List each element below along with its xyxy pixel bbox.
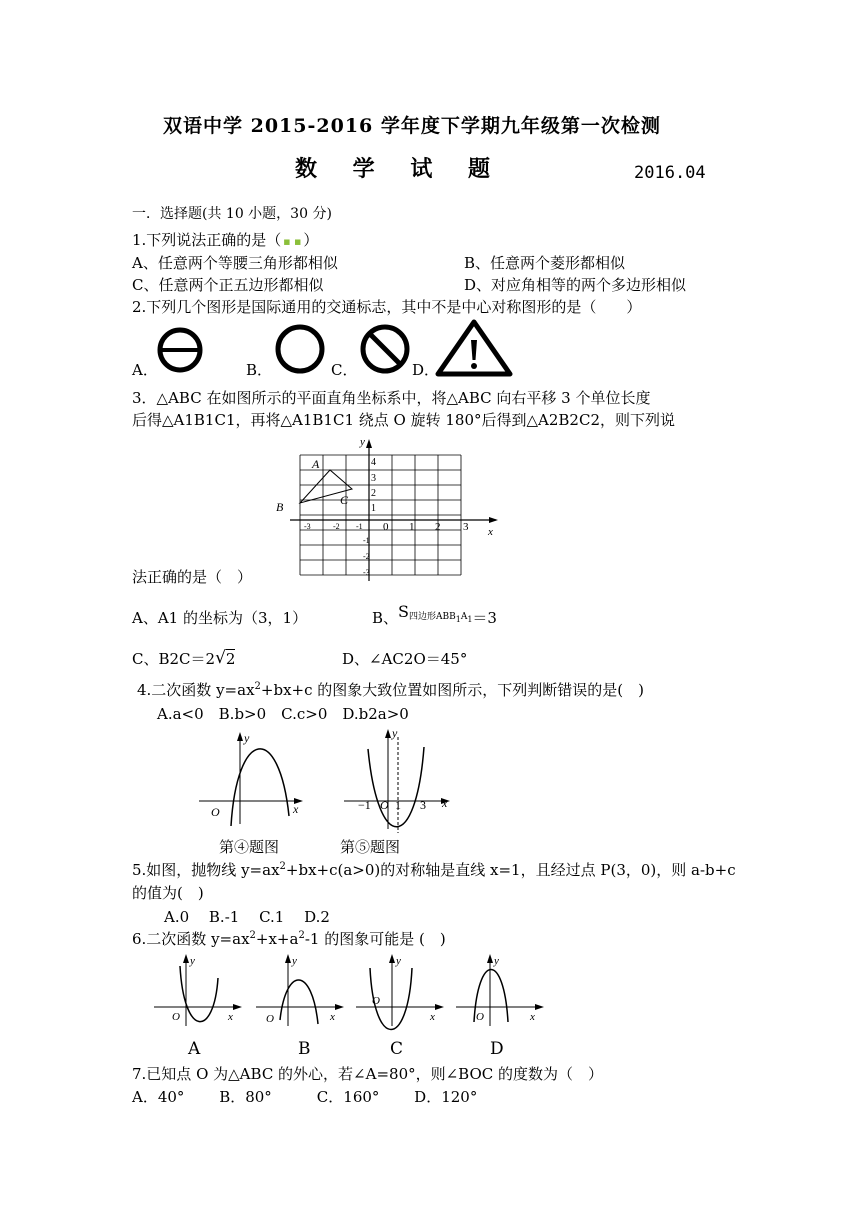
q5-options: A.0 B.-1 C.1 D.2 <box>164 908 330 926</box>
q1-option-a: A、任意两个等腰三角形都相似 <box>132 254 338 272</box>
q5-three-label: 3 <box>420 798 426 812</box>
q3-stem-line3: 法正确的是（ ） <box>132 568 253 586</box>
q6-a-axis-y: y <box>190 955 195 967</box>
q2-label-b: B． <box>246 361 273 379</box>
q3-y-tick: -1 <box>363 536 370 545</box>
q1-stem: 1.下列说法正确的是（ ▪ ▪ ） <box>132 231 319 249</box>
q5-stem-line2: 的值为( ) <box>132 884 204 902</box>
q4-axis-x-label: x <box>293 802 299 816</box>
q3-stem-line2: 后得△A1B1C1，再将△A1B1C1 绕点 O 旋转 180°后得到△A2B2C2，则下列说 <box>132 411 675 429</box>
q6-d-axis-y: y <box>494 955 499 967</box>
q2-label-c: C． <box>331 361 358 379</box>
warning-sign-icon <box>436 318 514 378</box>
q3-option-d: D、∠AC2O＝45° <box>342 650 468 668</box>
q3-axis-x-label: x <box>488 526 493 538</box>
q3-axis-y-label: y <box>360 436 365 448</box>
q6-b-origin: O <box>266 1013 274 1025</box>
q3-y-tick: 4 <box>371 457 376 468</box>
q5-origin-label: O <box>380 798 389 812</box>
q4-stem: 4.二次函数 $y=ax^2+bx+c$ 的图象大致位置如图所示，下列判断错误的是( ) <box>137 681 644 699</box>
q4-parabola-graph <box>195 728 315 828</box>
q6-a-axis-x: x <box>228 1011 233 1023</box>
q3-y-tick: 1 <box>371 503 376 514</box>
q6-d-axis-x: x <box>530 1011 535 1023</box>
q3-option-b: B、$S^{四边形ABB_1A_1}=3$ <box>372 602 497 627</box>
q5-one-label: 1 <box>395 798 401 812</box>
q2-label-d: D． <box>412 361 440 379</box>
q5-minus1-label: −1 <box>358 798 371 812</box>
q7-stem: 7.已知点 O 为△ABC 的外心，若∠A=80°，则∠BOC 的度数为（ ） <box>132 1065 604 1083</box>
radical-sign-icon: √ <box>215 648 226 668</box>
q6-graph-c <box>352 950 448 1030</box>
q5-axis-y-label: y <box>392 726 398 740</box>
q1-option-c: C、任意两个正五边形都相似 <box>132 276 324 294</box>
q5-axis-x-label: x <box>442 796 448 810</box>
q3-x-tick: -3 <box>304 522 311 531</box>
no-entry-sign-icon <box>150 322 214 378</box>
q3-x-tick: 1 <box>409 521 415 533</box>
q6-label-c: C <box>390 1039 404 1059</box>
exam-subtitle: 数 学 试 题 <box>295 156 504 182</box>
fig5-caption: 第⑤题图 <box>340 838 401 856</box>
q6-graph-a <box>150 950 246 1030</box>
fig4-caption: 第④题图 <box>219 838 280 856</box>
q6-b-axis-x: x <box>330 1011 335 1023</box>
q3-y-tick: 2 <box>371 488 376 499</box>
q3-point-c: C <box>340 493 349 507</box>
q6-label-b: B <box>298 1039 311 1059</box>
q6-graph-d <box>452 950 548 1030</box>
q3-option-a: A、A1 的坐标为（3，1） <box>132 609 308 627</box>
q3-x-tick: -1 <box>356 522 363 531</box>
q6-c-axis-y: y <box>396 955 401 967</box>
prohibition-sign-icon <box>355 320 419 378</box>
q3-x-tick: 0 <box>383 521 389 533</box>
q6-a-origin: O <box>172 1011 180 1023</box>
q3-x-tick: -2 <box>333 522 340 531</box>
q6-b-axis-y: y <box>292 955 297 967</box>
q2-label-a: A． <box>132 361 158 379</box>
q3-option-c: C、B2C＝2√2 <box>132 648 236 668</box>
exam-title: 双语中学 2015-2016 学年度下学期九年级第一次检测 <box>163 115 661 137</box>
q7-options: A．40° B．80° C．160° D．120° <box>132 1088 478 1106</box>
q1-option-d: D、对应角相等的两个多边形相似 <box>464 276 687 294</box>
q4-origin-label: O <box>211 805 220 819</box>
q3-x-tick: 2 <box>435 521 441 533</box>
q6-c-axis-x: x <box>430 1011 435 1023</box>
q2-stem: 2.下列几个图形是国际通用的交通标志，其中不是中心对称图形的是（ ） <box>132 298 642 316</box>
q3-y-tick: -3 <box>363 568 370 577</box>
ring-sign-icon <box>270 320 334 378</box>
section-heading: 一．选择题(共 10 小题，30 分) <box>132 206 332 222</box>
q3-stem-line1: 3．△ABC 在如图所示的平面直角坐标系中，将△ABC 向右平移 3 个单位长度 <box>132 389 651 407</box>
q4-axis-y-label: y <box>244 731 250 745</box>
q3-y-tick: 3 <box>371 473 376 484</box>
q6-stem: 6.二次函数 $y=ax^2+x+a^2-1$ 的图象可能是 ( ) <box>132 930 446 948</box>
q1-option-b: B、任意两个菱形都相似 <box>464 254 626 272</box>
q3-point-b: B <box>276 500 284 514</box>
answer-blank-mark: ▪ ▪ <box>283 235 302 248</box>
q6-d-origin: O <box>476 1011 484 1023</box>
q3-x-tick: 3 <box>463 521 469 533</box>
q3-y-tick: -2 <box>363 552 370 561</box>
q3-coordinate-graph <box>270 433 510 583</box>
q5-parabola-graph <box>340 725 460 835</box>
q5-stem-line1: 5.如图，抛物线 $y=ax^2+bx+c(a>0)$的对称轴是直线 x=1，且经过点 P(3，0)，则 a-b+c <box>132 861 736 879</box>
q4-options: A.a<0 B.b>0 C.c>0 D.b2a>0 <box>157 705 409 723</box>
q3-point-a: A <box>312 457 320 471</box>
exam-date: 2016.04 <box>634 163 706 183</box>
q6-label-a: A <box>188 1039 201 1059</box>
q6-label-d: D <box>490 1039 504 1059</box>
q6-c-origin: O <box>372 995 380 1007</box>
q6-graph-b <box>252 950 348 1030</box>
